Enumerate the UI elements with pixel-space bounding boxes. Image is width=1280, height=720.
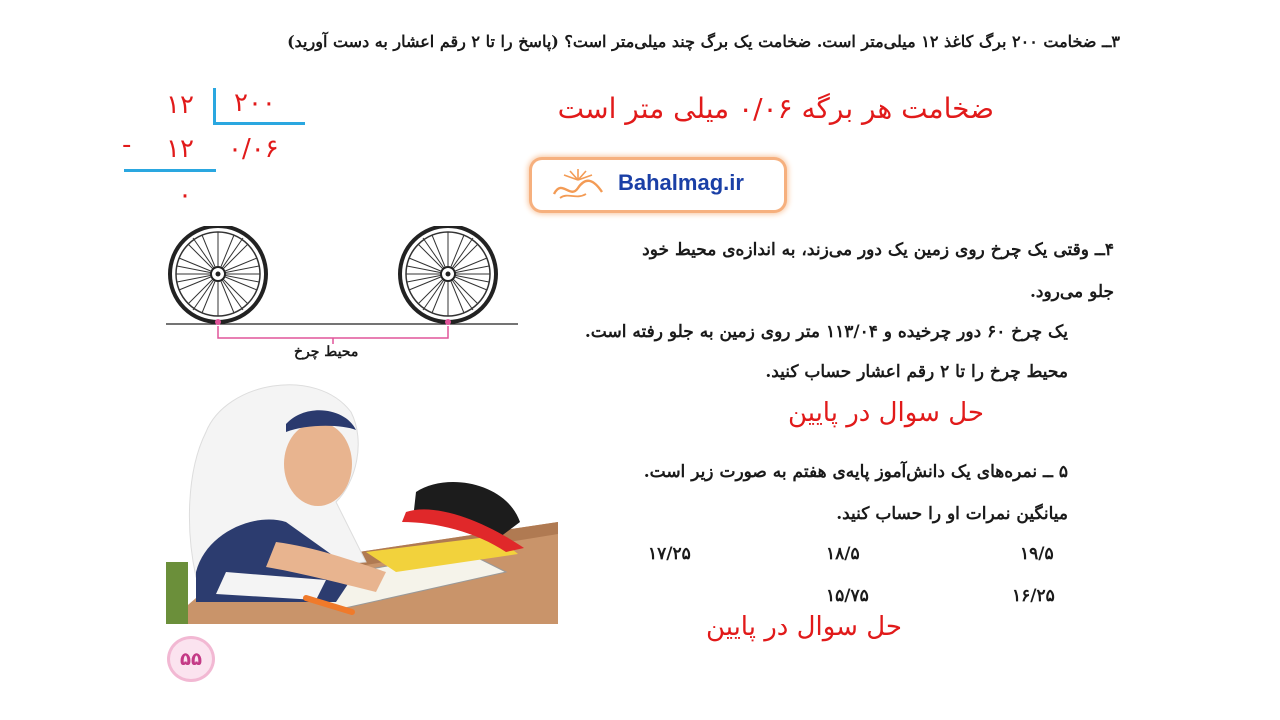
bahalmag-badge[interactable] bbox=[532, 160, 784, 210]
quotient-number: ۰/۰۶ bbox=[228, 134, 279, 164]
figure-caption: محیط چرخ bbox=[294, 344, 359, 360]
question-5-line-2: میانگین نمرات او را حساب کنید. bbox=[836, 504, 1068, 524]
grade-value: ۱۹/۵ bbox=[1020, 544, 1054, 564]
grade-value: ۱۸/۵ bbox=[826, 544, 860, 564]
answer-4-text: حل سوال در پایین bbox=[787, 398, 984, 428]
dividend-number: ۲۰۰ bbox=[234, 88, 276, 118]
grade-value: ۱۶/۲۵ bbox=[1012, 586, 1055, 606]
division-horizontal-rule bbox=[213, 122, 305, 125]
minus-sign: - bbox=[122, 130, 132, 160]
grade-value: ۱۵/۷۵ bbox=[826, 586, 869, 606]
remainder-number: ۰ bbox=[178, 180, 192, 210]
question-4-line-4: محیط چرخ را تا ۲ رقم اعشار حساب کنید. bbox=[765, 362, 1068, 382]
grade-value: ۱۷/۲۵ bbox=[648, 544, 691, 564]
sun-logo-icon bbox=[546, 166, 610, 204]
question-4-line-2: جلو می‌رود. bbox=[1029, 282, 1114, 302]
answer-3-text: ضخامت هر برگه ۰/۰۶ میلی متر است bbox=[557, 92, 994, 125]
question-3-text: ۳ــ ضخامت ۲۰۰ برگ کاغذ ۱۲ میلی‌متر است. ضخامت یک برگ چند میلی‌متر است؟ (پاسخ را تا ۲ رقم اعشار به دست آورید) bbox=[287, 32, 1120, 51]
subtraction-number: ۱۲ bbox=[166, 134, 194, 164]
question-4-line-1: ۴ــ وقتی یک چرخ روی زمین یک دور می‌زند، به اندازه‌ی محیط خود bbox=[642, 240, 1114, 260]
division-vertical-rule bbox=[213, 88, 216, 124]
page-number-badge bbox=[167, 636, 215, 682]
question-4-line-3: یک چرخ ۶۰ دور چرخیده و ۱۱۳/۰۴ متر روی زمین به جلو رفته است. bbox=[584, 322, 1068, 342]
badge-label[interactable]: Bahalmag.ir bbox=[618, 170, 744, 195]
page-number: ۵۵ bbox=[180, 648, 202, 670]
wheels-figure bbox=[166, 226, 518, 346]
divisor-number: ۱۲ bbox=[166, 90, 194, 120]
answer-5-text: حل سوال در پایین bbox=[705, 612, 902, 642]
student-photo bbox=[166, 372, 558, 624]
left-wheel-icon bbox=[170, 226, 266, 325]
question-5-line-1: ۵ ــ نمره‌های یک دانش‌آموز پایه‌ی هفتم به صورت زیر است. bbox=[643, 462, 1068, 482]
right-wheel-icon bbox=[400, 226, 496, 325]
subtraction-rule bbox=[124, 169, 216, 172]
